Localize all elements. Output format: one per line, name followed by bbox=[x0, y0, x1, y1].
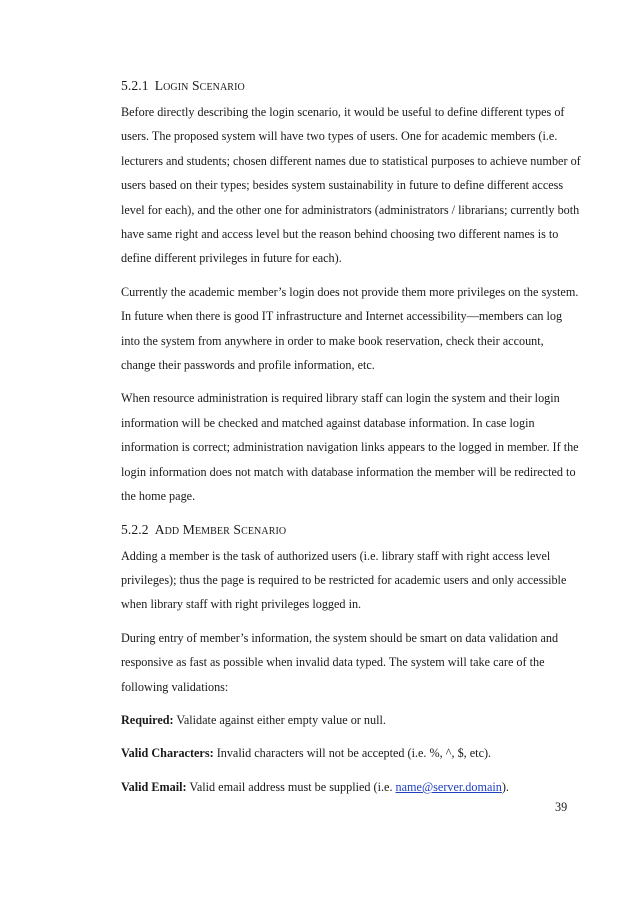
title-rest-cenario: cenario bbox=[241, 521, 287, 537]
paragraph-academic-login: Currently the academic member’s login does not provide them more privileges on the system. In future when there is good IT infrastructure and Internet accessibility—members can log into the system from anywhere in order to make book reservation, check their account, change their passwords and profile information, etc. bbox=[121, 284, 579, 373]
validation-text-after: ). bbox=[501, 779, 509, 794]
paragraph-validation-intro: During entry of member’s information, the system should be smart on data validation and responsive as fast as possible when invalid data typed. The system will take care of the following validations: bbox=[121, 630, 559, 694]
paragraph-user-types: Before directly describing the login scenario, it would be useful to define different types of users. The proposed system will have two types of users. One for academic members (i.e. lecturers and students; chosen different names due to statistical purposes to achieve number of users based on their types; besides system sustainability in future to define different access level for each), and the other one for administrators (administrators / librarians; currently both have same right and access level but the reason behind choosing two different names is to define different privileges in future for each). bbox=[121, 105, 581, 266]
section-number: 5.2.1 bbox=[121, 78, 149, 93]
title-cap-s: S bbox=[233, 521, 242, 537]
validation-text: Validate against either empty value or null. bbox=[173, 712, 386, 727]
validation-label: Valid Email: bbox=[121, 779, 187, 794]
paragraph-admin-login: When resource administration is required library staff can login the system and their login information will be checked and matched against database information. In case login information is correct; administration navigation links appears to the logged in member. If the login information does not match with database information the member will be redirected to the home page. bbox=[121, 391, 579, 504]
validation-label: Required: bbox=[121, 712, 174, 727]
email-example-link[interactable]: name@server.domain bbox=[395, 779, 502, 794]
page-number: 39 bbox=[555, 800, 568, 814]
paragraph-add-member: Adding a member is the task of authorized users (i.e. library staff with right access level privileges); thus the page is required to be restricted for academic users and only accessible when library staff with right privileges logged in. bbox=[121, 548, 567, 612]
section-number: 5.2.2 bbox=[121, 521, 149, 537]
section-heading-add-member-scenario bbox=[121, 520, 581, 540]
title-rest-ogin: ogin bbox=[163, 78, 189, 93]
title-rest-dd: dd bbox=[164, 521, 180, 537]
section-heading-login-scenario bbox=[121, 76, 581, 96]
validation-text: Valid email address must be supplied (i.e. bbox=[186, 779, 396, 794]
title-cap-m: M bbox=[182, 521, 195, 537]
title-cap-a: A bbox=[154, 521, 165, 537]
validation-valid-characters bbox=[121, 741, 581, 765]
title-rest-cenario: cenario bbox=[199, 78, 245, 93]
validation-text: Invalid characters will not be accepted (i.e. %, ^, $, etc). bbox=[213, 746, 492, 761]
page-content bbox=[121, 76, 581, 808]
validation-valid-email bbox=[121, 775, 581, 799]
validation-required bbox=[121, 708, 581, 732]
title-rest-ember: ember bbox=[194, 521, 230, 537]
validation-label: Valid Characters: bbox=[121, 746, 214, 761]
title-cap-s: S bbox=[192, 78, 200, 93]
title-cap-l: L bbox=[154, 78, 164, 93]
